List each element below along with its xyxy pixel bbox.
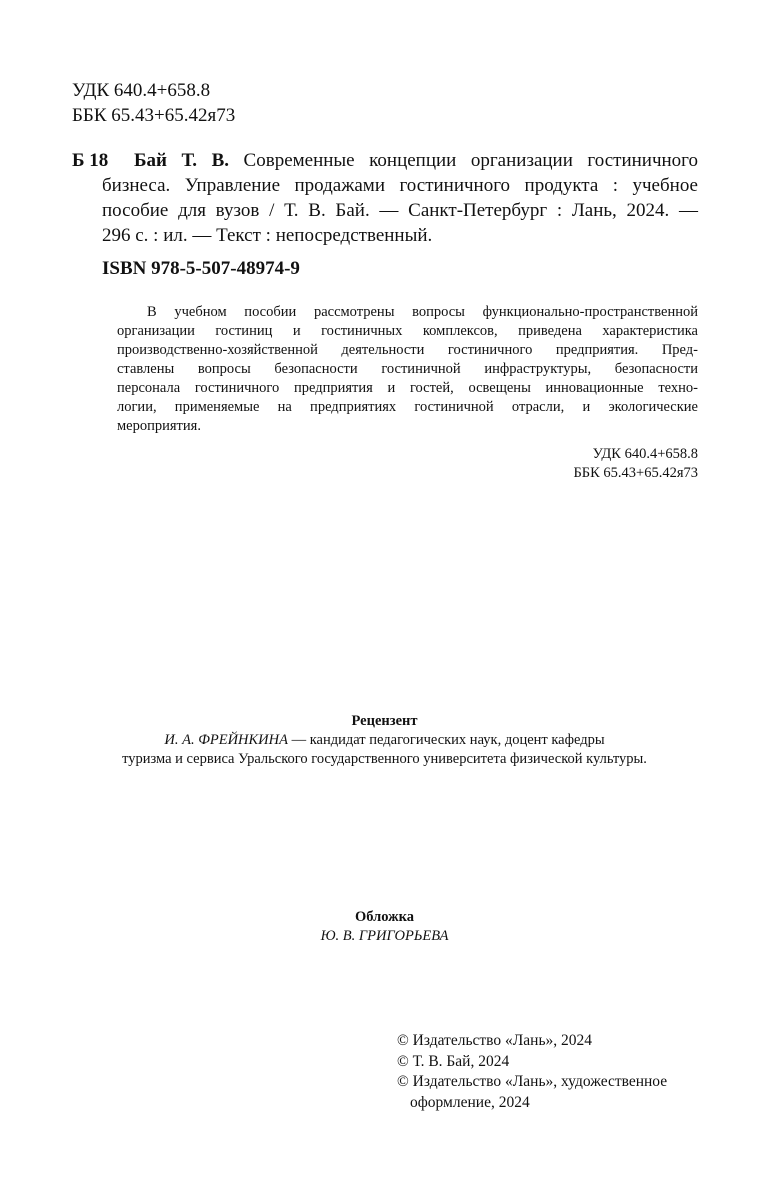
abstract — [117, 303, 698, 436]
bbk-code: ББК 65.43+65.42я73 — [72, 105, 236, 126]
reviewer-credentials: — кандидат педагогических наук, доцент кафедры — [287, 732, 605, 748]
abstract-line: мероприятия. — [117, 418, 201, 434]
bibliographic-line — [134, 148, 698, 173]
abstract-line: организации гостиниц и гостиничных комплексов, приведена характеристика — [117, 323, 698, 339]
copyright-block — [397, 1031, 707, 1113]
reviewer-section — [0, 712, 769, 769]
abstract-line: ставлены вопросы безопасности гостиничной инфраструктуры, безопасности — [117, 361, 698, 377]
abstract-line: логии, применяемые на предприятиях гостиничной отрасли, и экологические — [117, 399, 698, 415]
bibliographic-line-text: Современные концепции организации гостиничного — [243, 150, 698, 171]
bibliographic-line: пособие для вузов / Т. В. Бай. — Санкт-Петербург : Лань, 2024. — — [102, 200, 698, 221]
reviewer-affiliation: туризма и сервиса Уральского государственного университета физической культуры. — [122, 751, 647, 767]
abstract-bbk: ББК 65.43+65.42я73 — [573, 465, 698, 481]
abstract-udk: УДК 640.4+658.8 — [592, 446, 698, 462]
abstract-line: персонала гостиничного предприятия и гостей, освещены инновационные техно- — [117, 380, 698, 396]
copyright-line: © Издательство «Лань», 2024 — [397, 1032, 593, 1049]
bibliographic-record — [102, 148, 698, 248]
isbn: ISBN 978-5-507-48974-9 — [102, 258, 300, 279]
copyright-line: © Т. В. Бай, 2024 — [397, 1052, 510, 1070]
abstract-line: производственно-хозяйственной деятельности гостиничного предприятия. Пред- — [117, 342, 698, 358]
bibliographic-line: бизнеса. Управление продажами гостиничного продукта : учебное — [102, 175, 698, 196]
copyright-line: оформление, 2024 — [410, 1093, 530, 1111]
cover-heading: Обложка — [354, 909, 415, 925]
reviewer-name: И. А. ФРЕЙНКИНА — [164, 732, 288, 748]
abstract-line: В учебном пособии рассмотрены вопросы функционально-пространственной — [147, 304, 698, 320]
cover-designer: Ю. В. ГРИГОРЬЕВА — [320, 928, 449, 944]
copyright-line: © Издательство «Лань», художественное — [397, 1073, 668, 1090]
cover-section — [0, 908, 769, 946]
author-name: Бай Т. В. — [134, 150, 230, 171]
reviewer-line — [0, 731, 769, 750]
author-code: Б 18 — [72, 150, 109, 171]
reviewer-heading: Рецензент — [351, 713, 418, 729]
udk-code: УДК 640.4+658.8 — [72, 80, 211, 101]
bibliographic-line: 296 с. : ил. — Текст : непосредственный. — [102, 225, 433, 246]
